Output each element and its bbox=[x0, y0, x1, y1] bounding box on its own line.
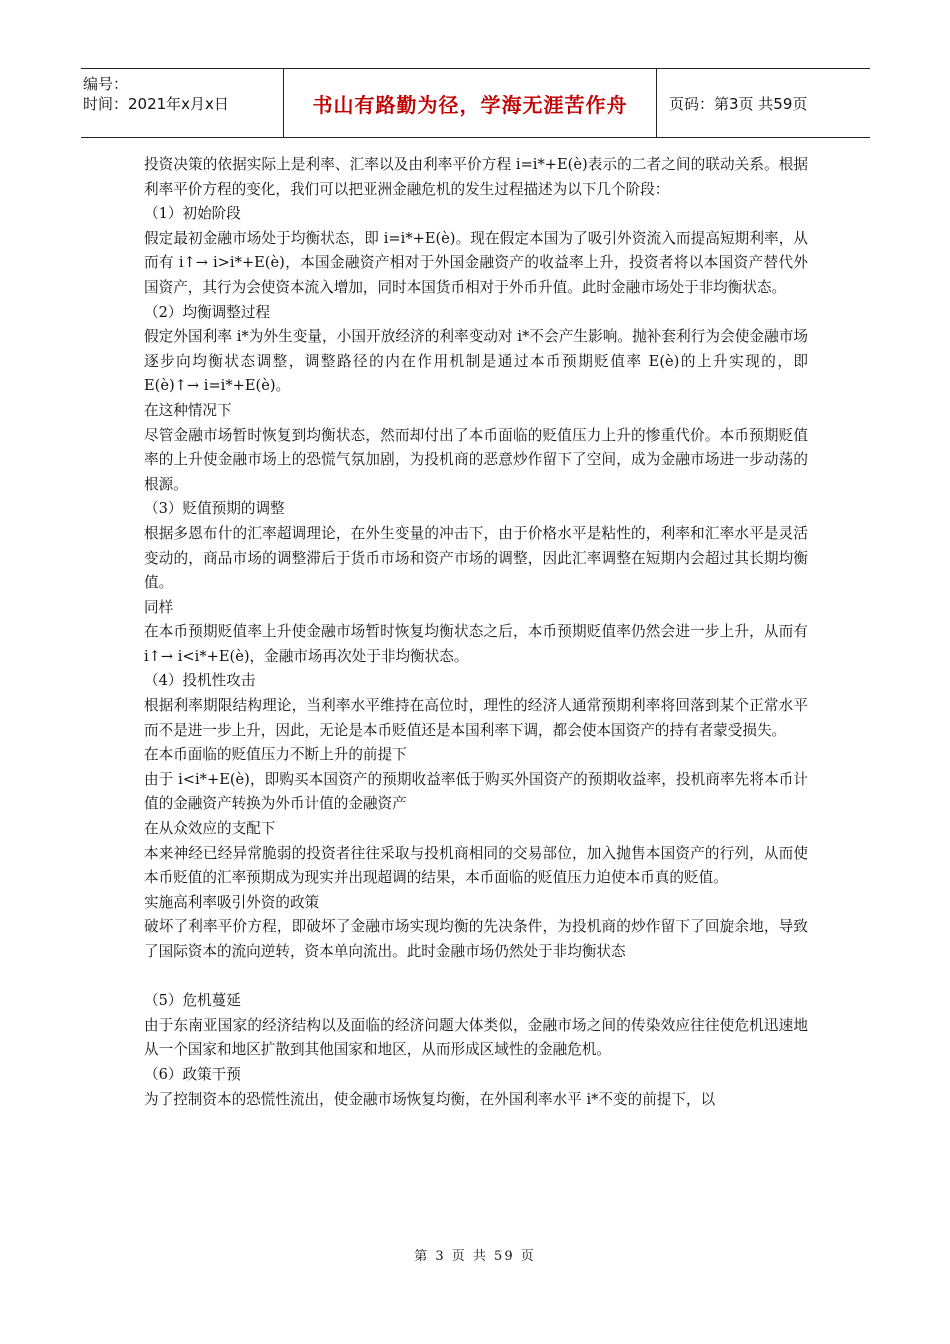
section-heading: （1）初始阶段 bbox=[144, 205, 241, 223]
section-heading: （3）贬值预期的调整 bbox=[144, 500, 285, 518]
section-heading: （5）危机蔓延 bbox=[144, 992, 241, 1010]
paragraph: 尽管金融市场暂时恢复到均衡状态，然而却付出了本币面临的贬值压力上升的惨重代价。本币预期贬值率的上升使金融市场上的恐慌气氛加剧，为投机商的恶意炒作留下了空间，成为金融市场进一步动荡的根源。 bbox=[144, 426, 808, 493]
paragraph: 在从众效应的支配下 bbox=[144, 820, 276, 838]
page-footer bbox=[0, 1245, 950, 1264]
footer-page-number: 第 3 页 共 59 页 bbox=[414, 1249, 536, 1264]
serial-label: 编号： bbox=[83, 75, 129, 93]
paragraph: 为了控制资本的恐慌性流出，使金融市场恢复均衡，在外国利率水平 i*不变的前提下，以 bbox=[144, 1090, 716, 1108]
page-header bbox=[81, 68, 870, 138]
date-label: 时间：2021年x月x日 bbox=[83, 95, 229, 113]
paragraph: 在本币预期贬值率上升使金融市场暂时恢复均衡状态之后，本币预期贬值率仍然会进一步上升，从而有 i↑→ i<i*+E(è)，金融市场再次处于非均衡状态。 bbox=[144, 623, 808, 665]
document-body bbox=[144, 153, 838, 1112]
header-motto-cell bbox=[284, 69, 657, 137]
paragraph: 投资决策的依据实际上是利率、汇率以及由利率平价方程 i=i*+E(è)表示的二者之间的联动关系。根据利率平价方程的变化，我们可以把亚洲金融危机的发生过程描述为以下几个阶段： bbox=[144, 156, 808, 198]
paragraph: 假定最初金融市场处于均衡状态，即 i=i*+E(è)。现在假定本国为了吸引外资流入而提高短期利率，从而有 i↑→ i>i*+E(è)，本国金融资产相对于外国金融资产的收益率上升，投资者将以本国资产替代外国资产，其行为会使资本流入增加，同时本国货币相对于外币升值。此时金融市场处于非均衡状态。 bbox=[144, 229, 808, 296]
motto-text: 书山有路勤为径，学海无涯苦作舟 bbox=[312, 92, 628, 117]
paragraph: 假定外国利率 i*为外生变量，小国开放经济的利率变动对 i*不会产生影响。抛补套利行为会使金融市场逐步向均衡状态调整，调整路径的内在作用机制是通过本币预期贬值率 E(è)的上升实现的，即 E(è)↑→ i=i*+E(è)。 bbox=[144, 328, 838, 395]
paragraph: 实施高利率吸引外资的政策 bbox=[144, 893, 320, 911]
section-heading: （2）均衡调整过程 bbox=[144, 303, 271, 321]
header-page-cell bbox=[657, 69, 870, 137]
section-heading: （4）投机性攻击 bbox=[144, 672, 256, 690]
paragraph: 由于 i<i*+E(è)，即购买本国资产的预期收益率低于购买外国资产的预期收益率，投机商率先将本币计值的金融资产转换为外币计值的金融资产 bbox=[144, 770, 808, 813]
section-heading: （6）政策干预 bbox=[144, 1065, 241, 1083]
paragraph: 在这种情况下 bbox=[144, 401, 232, 419]
header-left-cell bbox=[81, 69, 284, 137]
paragraph: 根据多恩布什的汇率超调理论，在外生变量的冲击下，由于价格水平是粘性的，利率和汇率水平是灵活变动的，商品市场的调整滞后于货币市场和资产市场的调整，因此汇率调整在短期内会超过其长期均衡值。 bbox=[144, 524, 808, 592]
paragraph: 根据利率期限结构理论，当利率水平维持在高位时，理性的经济人通常预期利率将回落到某个正常水平而不是进一步上升，因此，无论是本币贬值还是本国利率下调，都会使本国资产的持有者蒙受损失。 bbox=[144, 697, 808, 739]
paragraph: 同样 bbox=[144, 598, 174, 616]
paragraph: 由于东南亚国家的经济结构以及面临的经济问题大体类似，金融市场之间的传染效应往往使危机迅速地从一个国家和地区扩散到其他国家和地区，从而形成区域性的金融危机。 bbox=[144, 1016, 808, 1059]
paragraph: 本来神经已经异常脆弱的投资者往往采取与投机商相同的交易部位，加入抛售本国资产的行列，从而使本币贬值的汇率预期成为现实并出现超调的结果，本币面临的贬值压力迫使本币真的贬值。 bbox=[144, 844, 808, 887]
paragraph: 破坏了利率平价方程，即破坏了金融市场实现均衡的先决条件，为投机商的炒作留下了回旋余地，导致了国际资本的流向逆转，资本单向流出。此时金融市场仍然处于非均衡状态 bbox=[144, 918, 808, 960]
paragraph: 在本币面临的贬值压力不断上升的前提下 bbox=[144, 746, 407, 764]
page-info: 页码：第3页 共59页 bbox=[669, 94, 808, 113]
